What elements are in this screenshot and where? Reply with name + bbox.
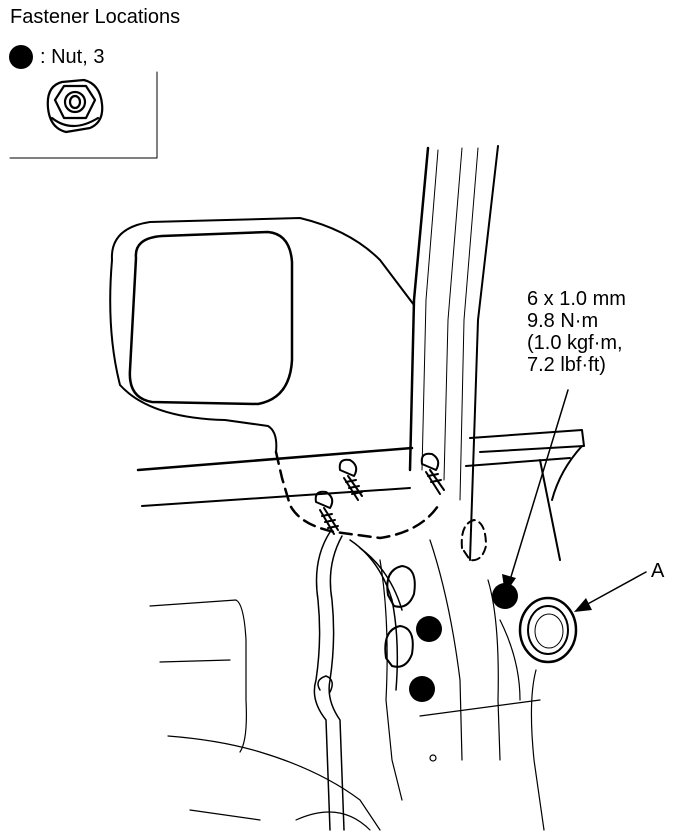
door-inner-panel — [150, 540, 544, 830]
legend-nut-dot-icon — [9, 45, 33, 69]
door-pillar — [410, 146, 498, 560]
callout-a-leader-line — [584, 572, 646, 606]
spec-line-lbfft: 7.2 lbf·ft) — [527, 354, 606, 376]
legend-label: : Nut, 3 — [40, 46, 105, 68]
mirror-bolt-pillar — [422, 454, 444, 494]
spec-line-nm: 9.8 N·m — [527, 310, 599, 332]
spec-line-kgfm: (1.0 kgf·m, — [527, 332, 623, 354]
diagram-title: Fastener Locations — [10, 6, 181, 28]
nut-marker-lower — [409, 676, 435, 702]
callout-label-a: A — [651, 560, 665, 582]
mirror-bolt-lower — [316, 492, 338, 534]
mirror-bolt-upper — [340, 460, 362, 500]
side-mirror — [110, 218, 414, 452]
callout-a-arrow — [574, 598, 592, 612]
spec-line-size: 6 x 1.0 mm — [527, 288, 626, 310]
nut-marker-middle — [416, 616, 442, 642]
flange-nut-icon — [48, 80, 102, 132]
grommet-a — [520, 598, 576, 662]
